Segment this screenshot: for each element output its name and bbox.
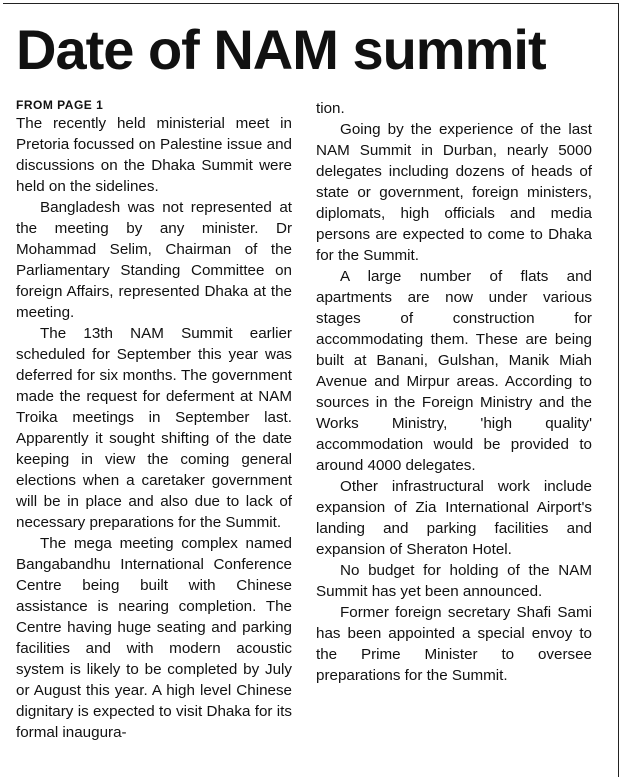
article-column-left: [16, 98, 292, 743]
paragraph: No budget for holding of the NAM Summit has yet been announced.: [316, 562, 592, 600]
paragraph: Other infrastructural work include expansion of Zia International Airport's landing and parking facilities and expansion of Sheraton Hotel.: [316, 478, 592, 558]
paragraph: The recently held ministerial meet in Pretoria focussed on Palestine issue and discussions on the Dhaka Summit were held on the sidelines.: [16, 115, 292, 195]
paragraph: The 13th NAM Summit earlier scheduled for September this year was deferred for six months. The government made the request for deferment at NAM Troika meetings in September last. Apparently it sought shifting of the date keeping in view the coming general elections when a caretaker government will be in place and also due to lack of necessary preparations for the Summit.: [16, 325, 292, 531]
paragraph: Former foreign secretary Shafi Sami has been appointed a special envoy to the Prime Minister to oversee preparations for the Summit.: [316, 604, 592, 684]
paragraph: Bangladesh was not represented at the meeting by any minister. Dr Mohammad Selim, Chairman of the Parliamentary Standing Committee on foreign Affairs, represented Dhaka at the meeting.: [16, 199, 292, 321]
paragraph: The mega meeting complex named Bangabandhu International Conference Centre being built with Chinese assistance is nearing completion. The Centre having huge seating and parking facilities and with modern acoustic system is likely to be completed by July or August this year. A high level Chinese dignitary is expected to visit Dhaka for its formal inaugura-: [16, 535, 292, 741]
paragraph-continuation: tion.: [316, 100, 345, 117]
paragraph: A large number of flats and apartments are now under various stages of construction for accommodating them. These are being built at Banani, Gulshan, Manik Miah Avenue and Mirpur areas. According to sources in the Foreign Ministry and the Works Ministry, 'high quality' accommodation would be provided to around 4000 delegates.: [316, 268, 592, 474]
paragraph: Going by the experience of the last NAM Summit in Durban, nearly 5000 delegates including dozens of heads of state or government, foreign ministers, diplomats, high officials and media persons are expected to come to Dhaka for the Summit.: [316, 121, 592, 264]
kicker: FROM PAGE 1: [16, 98, 104, 112]
headline: Date of NAM summit: [16, 18, 546, 81]
article-column-right: [316, 98, 592, 686]
